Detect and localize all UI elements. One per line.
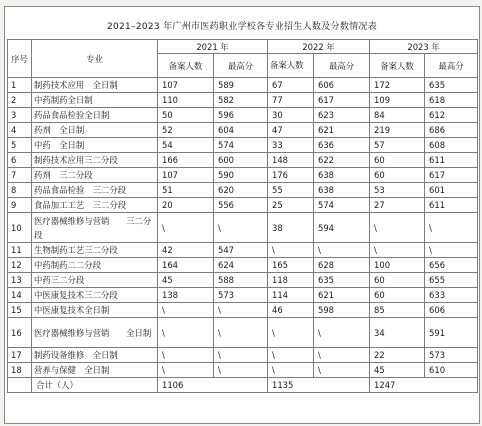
row-count-2023: 84 (370, 108, 425, 123)
row-count-2021: 166 (158, 153, 214, 168)
row-count-2022: 38 (268, 213, 314, 243)
row-score-2023: 606 (425, 303, 478, 318)
row-score-2021: \ (214, 303, 268, 318)
row-seq: 11 (8, 243, 32, 258)
row-score-2022: 622 (314, 153, 370, 168)
row-score-2023: \ (425, 213, 478, 243)
row-score-2023: 686 (425, 123, 478, 138)
row-count-2023: 85 (370, 303, 425, 318)
row-count-2022: 148 (268, 153, 314, 168)
table-row (8, 183, 478, 198)
row-count-2021: 45 (158, 273, 214, 288)
row-score-2021: \ (214, 348, 268, 363)
total-seq (8, 378, 32, 393)
table-row (8, 258, 478, 273)
enrollment-table (7, 39, 478, 393)
row-seq: 7 (8, 168, 32, 183)
row-seq: 17 (8, 348, 32, 363)
total-2022: 1135 (268, 378, 370, 393)
row-count-2022: 165 (268, 258, 314, 273)
row-count-2021: \ (158, 303, 214, 318)
header-major: 专业 (32, 40, 158, 78)
row-score-2022: 623 (314, 108, 370, 123)
row-score-2023: 635 (425, 78, 478, 93)
row-count-2023: 172 (370, 78, 425, 93)
header-seq: 序号 (8, 40, 32, 78)
header-year-2022: 2022 年 (268, 40, 370, 54)
table-row (8, 213, 478, 243)
row-count-2021: 54 (158, 138, 214, 153)
row-count-2021: \ (158, 363, 214, 378)
row-seq: 6 (8, 153, 32, 168)
table-row (8, 108, 478, 123)
row-score-2021: 600 (214, 153, 268, 168)
header-score-2021: 最高分 (214, 54, 268, 78)
row-major: 生物制药工艺三二分段 (32, 243, 158, 258)
row-score-2023: 611 (425, 198, 478, 213)
row-score-2022: 636 (314, 138, 370, 153)
row-count-2021: \ (158, 213, 214, 243)
row-count-2022: 46 (268, 303, 314, 318)
row-count-2021: 52 (158, 123, 214, 138)
table-row (8, 123, 478, 138)
row-score-2023: 656 (425, 258, 478, 273)
table-row (8, 288, 478, 303)
table-row (8, 93, 478, 108)
row-count-2022: 47 (268, 123, 314, 138)
row-count-2023: 57 (370, 138, 425, 153)
total-2023: 1247 (370, 378, 478, 393)
row-seq: 15 (8, 303, 32, 318)
row-count-2023: \ (370, 213, 425, 243)
header-score-2023: 最高分 (425, 54, 478, 78)
row-count-2023: 34 (370, 318, 425, 348)
row-count-2022: \ (268, 318, 314, 348)
row-score-2022: 621 (314, 123, 370, 138)
row-count-2021: 20 (158, 198, 214, 213)
row-count-2022: 118 (268, 273, 314, 288)
row-count-2021: 42 (158, 243, 214, 258)
table-row (8, 153, 478, 168)
row-major: 营养与保健 全日制 (32, 363, 158, 378)
row-major: 中药 全日制 (32, 138, 158, 153)
row-major: 中药三二分段 (32, 273, 158, 288)
row-count-2021: 50 (158, 108, 214, 123)
row-major: 医疗器械维修与营销 三二分段 (32, 213, 158, 243)
row-score-2023: \ (425, 243, 478, 258)
row-count-2021: 107 (158, 168, 214, 183)
row-score-2022: 594 (314, 213, 370, 243)
row-count-2023: 100 (370, 258, 425, 273)
row-score-2021: 573 (214, 288, 268, 303)
row-count-2023: 45 (370, 363, 425, 378)
row-score-2022: 574 (314, 198, 370, 213)
row-score-2021: \ (214, 363, 268, 378)
row-score-2023: 591 (425, 318, 478, 348)
row-score-2022: \ (314, 243, 370, 258)
row-count-2023: 109 (370, 93, 425, 108)
row-count-2023: 60 (370, 273, 425, 288)
row-count-2023: 219 (370, 123, 425, 138)
row-score-2022: \ (314, 318, 370, 348)
row-count-2021: 110 (158, 93, 214, 108)
row-count-2021: \ (158, 348, 214, 363)
table-body (8, 78, 478, 378)
row-seq: 12 (8, 258, 32, 273)
total-2021: 1106 (158, 378, 268, 393)
row-score-2022: 617 (314, 93, 370, 108)
row-score-2023: 655 (425, 273, 478, 288)
row-score-2022: 638 (314, 183, 370, 198)
row-score-2021: 588 (214, 273, 268, 288)
table-row (8, 273, 478, 288)
row-seq: 16 (8, 318, 32, 348)
row-count-2022: 55 (268, 183, 314, 198)
row-major: 制药技术应用 全日制 (32, 78, 158, 93)
table-row (8, 78, 478, 93)
row-count-2023: 60 (370, 168, 425, 183)
row-score-2022: 598 (314, 303, 370, 318)
row-score-2023: 617 (425, 168, 478, 183)
row-major: 中医康复技术三二分段 (32, 288, 158, 303)
header-count-2023: 备案人数 (370, 54, 425, 78)
table-title: 2021–2023 年广州市医药职业学校各专业招生人数及分数情况表 (106, 22, 378, 32)
row-score-2023: 610 (425, 363, 478, 378)
row-count-2021: 51 (158, 183, 214, 198)
document-page (4, 6, 480, 424)
row-score-2023: 618 (425, 93, 478, 108)
row-seq: 5 (8, 138, 32, 153)
table-row (8, 243, 478, 258)
row-count-2022: 33 (268, 138, 314, 153)
row-score-2021: \ (214, 213, 268, 243)
row-count-2023: 27 (370, 198, 425, 213)
row-score-2022: 606 (314, 78, 370, 93)
row-major: 药剂 全日制 (32, 123, 158, 138)
row-count-2022: \ (268, 348, 314, 363)
row-seq: 8 (8, 183, 32, 198)
row-count-2022: 77 (268, 93, 314, 108)
row-major: 中医康复技术全日制 (32, 303, 158, 318)
row-seq: 10 (8, 213, 32, 243)
row-seq: 18 (8, 363, 32, 378)
row-score-2021: 620 (214, 183, 268, 198)
row-score-2021: 596 (214, 108, 268, 123)
row-score-2023: 612 (425, 108, 478, 123)
row-major: 药品食品检验全日制 (32, 108, 158, 123)
row-count-2022: 25 (268, 198, 314, 213)
row-seq: 4 (8, 123, 32, 138)
row-score-2022: 638 (314, 168, 370, 183)
row-count-2023: \ (370, 243, 425, 258)
row-score-2023: 601 (425, 183, 478, 198)
row-count-2021: 107 (158, 78, 214, 93)
row-count-2021: \ (158, 318, 214, 348)
row-major: 医疗器械维修与营销 全日制 (32, 318, 158, 348)
row-score-2022: \ (314, 348, 370, 363)
row-score-2021: 589 (214, 78, 268, 93)
row-score-2021: 582 (214, 93, 268, 108)
row-seq: 3 (8, 108, 32, 123)
row-score-2021: 604 (214, 123, 268, 138)
row-count-2021: 138 (158, 288, 214, 303)
total-label: 合计（人） (32, 378, 158, 393)
row-count-2023: 60 (370, 153, 425, 168)
row-count-2021: 164 (158, 258, 214, 273)
row-major: 制药技术应用三二分段 (32, 153, 158, 168)
row-major: 药剂 三二分段 (32, 168, 158, 183)
row-count-2022: \ (268, 363, 314, 378)
row-major: 药品食品检验 三二分段 (32, 183, 158, 198)
header-count-2022: 备案人数 (268, 54, 314, 78)
row-score-2021: 556 (214, 198, 268, 213)
row-seq: 2 (8, 93, 32, 108)
row-major: 制药设备维修 全日制 (32, 348, 158, 363)
row-score-2022: \ (314, 363, 370, 378)
table-row (8, 363, 478, 378)
header-score-2022: 最高分 (314, 54, 370, 78)
header-year-2023: 2023 年 (370, 40, 478, 54)
row-seq: 1 (8, 78, 32, 93)
row-count-2023: 60 (370, 288, 425, 303)
row-count-2022: 176 (268, 168, 314, 183)
row-count-2022: 67 (268, 78, 314, 93)
table-row (8, 318, 478, 348)
row-score-2022: 628 (314, 258, 370, 273)
row-score-2022: 621 (314, 288, 370, 303)
row-major: 食品加工工艺 三二分段 (32, 198, 158, 213)
table-row (8, 138, 478, 153)
row-score-2023: 573 (425, 348, 478, 363)
row-score-2021: \ (214, 318, 268, 348)
table-row (8, 168, 478, 183)
row-count-2022: 30 (268, 108, 314, 123)
row-major: 中药制药全日制 (32, 93, 158, 108)
row-score-2021: 574 (214, 138, 268, 153)
row-seq: 13 (8, 273, 32, 288)
table-row (8, 303, 478, 318)
row-major: 中药制药二二分段 (32, 258, 158, 273)
row-score-2021: 547 (214, 243, 268, 258)
row-score-2023: 608 (425, 138, 478, 153)
header-year-2021: 2021 年 (158, 40, 268, 54)
row-score-2023: 633 (425, 288, 478, 303)
row-score-2022: 635 (314, 273, 370, 288)
row-seq: 14 (8, 288, 32, 303)
row-count-2023: 53 (370, 183, 425, 198)
row-score-2021: 590 (214, 168, 268, 183)
row-score-2021: 624 (214, 258, 268, 273)
table-row (8, 198, 478, 213)
row-seq: 9 (8, 198, 32, 213)
table-row (8, 348, 478, 363)
row-count-2022: \ (268, 243, 314, 258)
header-count-2021: 备案人数 (158, 54, 214, 78)
row-count-2023: 22 (370, 348, 425, 363)
row-count-2022: 114 (268, 288, 314, 303)
row-score-2023: 611 (425, 153, 478, 168)
